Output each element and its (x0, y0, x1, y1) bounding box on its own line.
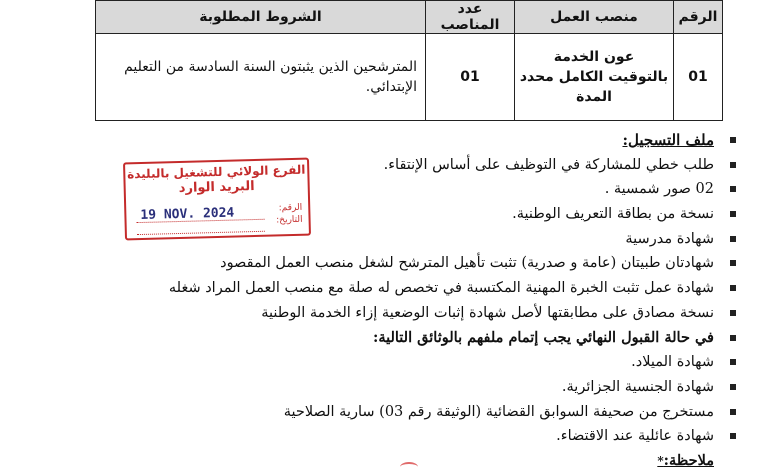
square-bullet-icon (730, 211, 736, 217)
cell-conditions: المترشحين الذين يثبتون السنة السادسة من التعليم الإبتدائي. (96, 34, 426, 121)
square-bullet-icon (730, 137, 736, 143)
table-header-row (96, 1, 723, 34)
table-row (96, 34, 723, 121)
stamp-date: 19 NOV. 2024 (140, 205, 235, 224)
square-bullet-icon (730, 186, 736, 192)
post-subtitle: بالتوقيت الكامل محدد المدة (519, 69, 669, 105)
list-item: نسخة مصادق على مطابقتها لأصل شهادة إثبات الوضعية إزاء الخدمة الوطنية (220, 301, 740, 326)
stamp-mail-line: البريد الوارد (178, 179, 255, 196)
square-bullet-icon (730, 310, 736, 316)
square-bullet-icon (730, 359, 736, 365)
stamp-date-label: التاريخ: (276, 214, 303, 226)
stamp-number-label: الرقم: (278, 202, 303, 214)
square-bullet-icon (730, 409, 736, 415)
list-item: طلب خطي للمشاركة في التوظيف على أساس الإنتقاء. (220, 153, 740, 178)
list-item: شهادتان طبيتان (عامة و صدرية) تثبت تأهيل المترشح لشغل منصب العمل المقصود (220, 251, 740, 276)
note-heading: ملاحظة:* (657, 451, 714, 469)
square-bullet-icon (730, 236, 736, 242)
cell-num: 01 (674, 34, 723, 121)
stamp-dotted-line (137, 231, 265, 235)
final-acceptance-heading: في حالة القبول النهائي يجب إتمام ملفهم بالوثائق التالية: (220, 326, 740, 351)
list-item: نسخة من بطاقة التعريف الوطنية. (220, 202, 740, 227)
square-bullet-icon (730, 162, 736, 168)
header-num: الرقم (674, 1, 723, 34)
registration-heading: ملف التسجيل: (220, 128, 740, 153)
stamp-office-line: الفرع الولائي للتشغيل بالبليدة (126, 162, 306, 182)
incoming-mail-stamp (123, 158, 311, 241)
header-count: عدد المناصب (426, 1, 515, 34)
list-item: شهادة الميلاد. (220, 350, 740, 375)
header-post: منصب العمل (515, 1, 674, 34)
list-item: مستخرج من صحيفة السوابق القضائية (الوثيقة رقم 03) سارية الصلاحية (220, 400, 740, 425)
job-table (95, 0, 723, 121)
square-bullet-icon (730, 285, 736, 291)
cell-count: 01 (426, 34, 515, 121)
list-item: 02 صور شمسية . (220, 177, 740, 202)
list-item: شهادة الجنسية الجزائرية. (220, 375, 740, 400)
list-item: شهادة عمل تثبت الخبرة المهنية المكتسبة في تخصص له صلة مع منصب العمل المراد شغله (220, 276, 740, 301)
square-bullet-icon (730, 384, 736, 390)
square-bullet-icon (730, 260, 736, 266)
cell-post (515, 34, 674, 121)
list-item: شهادة عائلية عند الاقتضاء. (220, 424, 740, 449)
square-bullet-icon (730, 433, 736, 439)
post-title: عون الخدمة (553, 49, 635, 65)
red-ink-mark (400, 462, 418, 472)
list-item: شهادة مدرسية (220, 227, 740, 252)
square-bullet-icon (730, 335, 736, 341)
header-conditions: الشروط المطلوبة (96, 1, 426, 34)
